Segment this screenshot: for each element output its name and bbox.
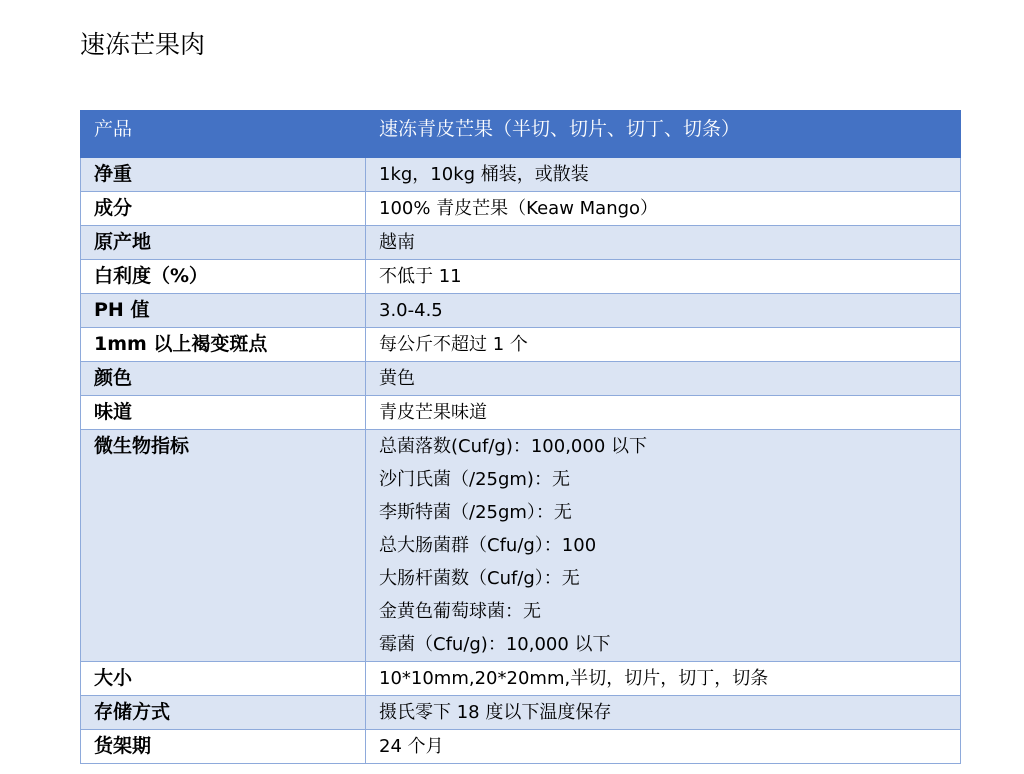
- micro-line: 总大肠菌群（Cfu/g）：100: [379, 535, 597, 556]
- table-row-shelf-life: [81, 730, 961, 764]
- row-value: [366, 430, 961, 662]
- row-key: 净重: [81, 158, 366, 192]
- micro-line: 金黄色葡萄球菌：无: [379, 601, 541, 622]
- row-key: 味道: [81, 396, 366, 430]
- row-key: 原产地: [81, 226, 366, 260]
- page-title: 速冻芒果肉: [80, 30, 206, 59]
- micro-line: 霉菌（Cfu/g)：10,000 以下: [379, 634, 611, 655]
- header-value-cell: 速冻青皮芒果（半切、切片、切丁、切条）: [366, 111, 961, 158]
- row-value: 摄氏零下 18 度以下温度保存: [366, 696, 961, 730]
- table-row-net-weight: [81, 158, 961, 192]
- table-row-ph: [81, 294, 961, 328]
- row-key: 货架期: [81, 730, 366, 764]
- table-row-origin: [81, 226, 961, 260]
- row-value: 100% 青皮芒果（Keaw Mango）: [366, 192, 961, 226]
- row-key: 成分: [81, 192, 366, 226]
- table-row-ingredients: [81, 192, 961, 226]
- row-value: 越南: [366, 226, 961, 260]
- micro-line: 总菌落数(Cuf/g)：100,000 以下: [379, 436, 648, 457]
- row-key: 大小: [81, 662, 366, 696]
- table-header-row: [81, 111, 961, 158]
- row-value: 24 个月: [366, 730, 961, 764]
- row-value: 黄色: [366, 362, 961, 396]
- table-row-browning-spots: [81, 328, 961, 362]
- header-key-cell: 产品: [81, 111, 366, 158]
- table-row-brix: [81, 260, 961, 294]
- row-value: 3.0-4.5: [366, 294, 961, 328]
- row-key: 存储方式: [81, 696, 366, 730]
- row-key: 微生物指标: [81, 430, 366, 662]
- table-row-taste: [81, 396, 961, 430]
- micro-line: 沙门氏菌（/25gm)：无: [379, 469, 570, 490]
- table-row-microbiology: [81, 430, 961, 662]
- row-value: 青皮芒果味道: [366, 396, 961, 430]
- row-key: 颜色: [81, 362, 366, 396]
- product-spec-table: [80, 110, 961, 764]
- row-key: PH 值: [81, 294, 366, 328]
- micro-line: 大肠杆菌数（Cuf/g）：无: [379, 568, 580, 589]
- row-key: 白利度（%）: [81, 260, 366, 294]
- micro-line: 李斯特菌（/25gm）：无: [379, 502, 572, 523]
- row-key: 1mm 以上褐变斑点: [81, 328, 366, 362]
- row-value: 10*10mm,20*20mm,半切，切片，切丁，切条: [366, 662, 961, 696]
- row-value: 1kg，10kg 桶装，或散装: [366, 158, 961, 192]
- table-row-size: [81, 662, 961, 696]
- row-value: 每公斤不超过 1 个: [366, 328, 961, 362]
- row-value: 不低于 11: [366, 260, 961, 294]
- table-row-storage: [81, 696, 961, 730]
- table-row-color: [81, 362, 961, 396]
